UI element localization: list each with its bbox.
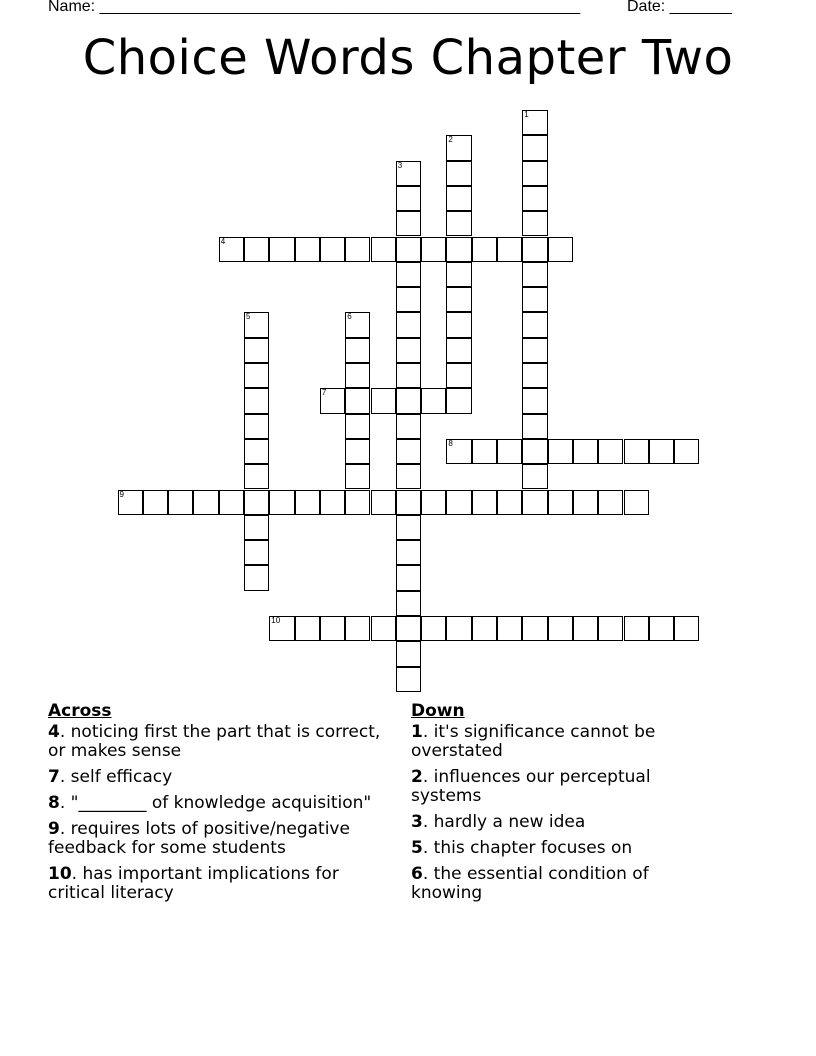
clue-number: 5 [411,838,423,858]
grid-cell[interactable] [674,616,699,641]
grid-cell[interactable] [396,616,421,641]
grid-cell[interactable] [320,616,345,641]
grid-cell[interactable] [396,237,421,262]
grid-cell[interactable] [446,262,471,287]
clue-text: . noticing first the part that is correct, or makes sense [48,722,381,761]
grid-cell[interactable] [193,490,218,515]
down-clues [411,702,711,910]
clue-text: . hardly a new idea [422,812,586,832]
grid-cell[interactable] [472,616,497,641]
grid-cell[interactable] [396,490,421,515]
grid-cell[interactable] [522,363,547,388]
across-clue [48,794,398,813]
grid-cell[interactable] [269,490,294,515]
grid-cell[interactable] [396,388,421,413]
grid-cell[interactable] [446,363,471,388]
grid-cell[interactable] [522,388,547,413]
grid-cell[interactable] [548,439,573,464]
grid-cell[interactable] [396,591,421,616]
grid-cell[interactable] [573,490,598,515]
grid-cell[interactable] [168,490,193,515]
grid-cell[interactable] [649,616,674,641]
clue-number-label: 4 [220,236,226,246]
grid-cell[interactable] [674,439,699,464]
grid-cell[interactable] [396,338,421,363]
grid-cell[interactable] [345,363,370,388]
grid-cell[interactable] [345,490,370,515]
across-clue [48,768,398,787]
clue-number-label: 10 [271,616,281,625]
grid-cell[interactable] [548,237,573,262]
down-clue [411,723,711,761]
clue-number-label: 1 [524,110,529,119]
grid-cell[interactable] [244,515,269,540]
clue-number-label: 6 [347,312,352,322]
grid-cell[interactable] [396,363,421,388]
page-title: Choice Words Chapter Two [82,30,734,86]
grid-cell[interactable] [522,464,547,489]
grid-cell[interactable] [522,439,547,464]
grid-cell[interactable] [573,616,598,641]
grid-cell[interactable] [345,237,370,262]
grid-cell[interactable] [548,490,573,515]
grid-cell[interactable] [421,490,446,515]
clue-number-label: 2 [448,135,453,145]
grid-cell[interactable] [396,211,421,236]
clue-number: 1 [411,722,423,742]
grid-cell[interactable] [497,237,522,262]
grid-cell[interactable] [472,439,497,464]
clue-text: . influences our perceptual systems [411,767,651,806]
clue-text: . the essential condition of knowing [411,864,649,903]
clue-text: . has important implications for critical literacy [48,864,339,903]
grid-cell[interactable] [396,565,421,590]
grid-cell[interactable] [472,237,497,262]
clue-number: 10 [48,864,72,884]
across-clue [48,865,398,903]
grid-cell[interactable] [396,186,421,211]
down-clue [411,865,711,903]
grid-cell[interactable] [396,540,421,565]
down-clue [411,768,711,806]
across-clue [48,820,398,858]
grid-cell[interactable] [295,616,320,641]
grid-cell[interactable] [396,414,421,439]
clue-number-label: 7 [321,388,327,398]
clue-number-label: 8 [448,438,453,448]
grid-cell[interactable] [522,338,547,363]
grid-cell[interactable] [624,490,649,515]
grid-cell[interactable] [244,414,269,439]
grid-cell[interactable] [244,464,269,489]
grid-cell[interactable] [522,616,547,641]
clue-number-label: 5 [246,312,251,322]
clue-text: . requires lots of positive/negative feedback for some students [48,819,350,858]
grid-cell[interactable] [497,439,522,464]
grid-cell[interactable] [345,464,370,489]
grid-cell[interactable] [244,363,269,388]
clue-text: . self efficacy [59,767,173,787]
down-heading: Down [411,701,465,721]
grid-cell[interactable] [371,490,396,515]
grid-cell[interactable] [497,490,522,515]
grid-cell[interactable] [522,237,547,262]
grid-cell[interactable] [522,135,547,160]
grid-cell[interactable] [472,490,497,515]
clue-number-label: 9 [119,489,124,499]
clue-number: 8 [48,793,60,813]
across-heading: Across [48,701,112,721]
grid-cell[interactable] [624,439,649,464]
grid-cell[interactable] [522,262,547,287]
name-line: Name: ______________________________________________________ [48,0,581,15]
grid-cell[interactable] [320,490,345,515]
grid-cell[interactable] [522,287,547,312]
grid-cell[interactable] [396,287,421,312]
grid-cell[interactable] [244,439,269,464]
clue-number: 7 [48,767,60,787]
clue-number: 3 [411,812,423,832]
grid-cell[interactable] [421,388,446,413]
grid-cell[interactable] [244,237,269,262]
grid-cell[interactable] [522,414,547,439]
grid-cell[interactable] [345,439,370,464]
grid-cell[interactable] [446,237,471,262]
grid-cell[interactable] [446,388,471,413]
date-line: Date: _______ [627,0,732,15]
grid-cell[interactable] [396,312,421,337]
grid-cell[interactable] [396,464,421,489]
down-clue [411,839,711,858]
grid-cell[interactable] [446,161,471,186]
grid-cell[interactable] [396,667,421,692]
grid-cell[interactable] [244,565,269,590]
grid-cell[interactable] [295,490,320,515]
grid-cell[interactable] [446,211,471,236]
grid-cell[interactable] [219,490,244,515]
grid-cell[interactable] [396,439,421,464]
grid-cell[interactable] [522,186,547,211]
grid-cell[interactable] [497,616,522,641]
grid-cell[interactable] [320,237,345,262]
grid-cell[interactable] [522,161,547,186]
grid-cell[interactable] [446,338,471,363]
grid-cell[interactable] [269,237,294,262]
grid-cell[interactable] [371,237,396,262]
grid-cell[interactable] [522,211,547,236]
grid-cell[interactable] [446,186,471,211]
clue-text: . "________ of knowledge acquisition" [59,793,372,813]
grid-cell[interactable] [421,237,446,262]
grid-cell[interactable] [396,262,421,287]
grid-cell[interactable] [143,490,168,515]
grid-cell[interactable] [446,312,471,337]
grid-cell[interactable] [371,388,396,413]
grid-cell[interactable] [396,641,421,666]
clue-number-label: 3 [397,160,403,170]
clue-number: 4 [48,722,60,742]
grid-cell[interactable] [345,414,370,439]
grid-cell[interactable] [598,439,623,464]
grid-cell[interactable] [446,616,471,641]
grid-cell[interactable] [522,312,547,337]
clue-text: . it's significance cannot be overstated [411,722,656,761]
grid-cell[interactable] [446,287,471,312]
grid-cell[interactable] [244,540,269,565]
grid-cell[interactable] [345,616,370,641]
grid-cell[interactable] [244,388,269,413]
grid-cell[interactable] [573,439,598,464]
clue-number: 9 [48,819,60,839]
down-clue [411,813,711,832]
across-clue [48,723,398,761]
grid-cell[interactable] [649,439,674,464]
grid-cell[interactable] [345,388,370,413]
grid-cell[interactable] [522,490,547,515]
grid-cell[interactable] [548,616,573,641]
grid-cell[interactable] [624,616,649,641]
grid-cell[interactable] [371,616,396,641]
clue-number: 6 [411,864,423,884]
grid-cell[interactable] [598,490,623,515]
grid-cell[interactable] [345,338,370,363]
grid-cell[interactable] [295,237,320,262]
clue-text: . this chapter focuses on [422,838,633,858]
clue-number: 2 [411,767,423,787]
grid-cell[interactable] [244,338,269,363]
grid-cell[interactable] [446,490,471,515]
across-clues [48,702,398,910]
grid-cell[interactable] [598,616,623,641]
grid-cell[interactable] [396,515,421,540]
grid-cell[interactable] [421,616,446,641]
grid-cell[interactable] [244,490,269,515]
